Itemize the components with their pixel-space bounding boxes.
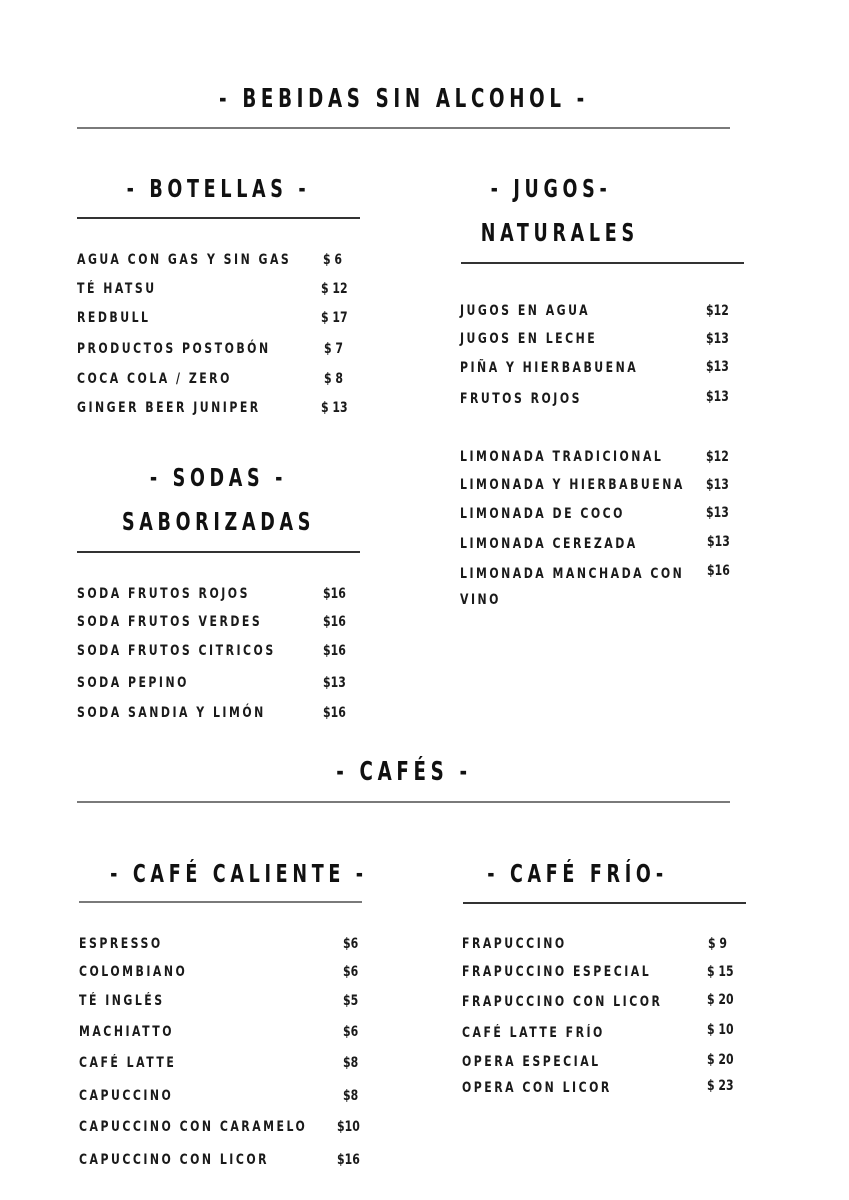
menu-item-name: CAPUCCINO CON LICOR	[79, 1152, 270, 1168]
menu-item-name: SODA FRUTOS ROJOS	[77, 586, 250, 602]
menu-item-price: $13	[706, 505, 729, 521]
menu-item-price: $ 8	[324, 371, 344, 387]
menu-item-name: PIÑA Y HIERBABUENA	[460, 360, 639, 376]
menu-item-price: $ 20	[707, 1052, 734, 1068]
menu-item-name: CAFÉ LATTE	[79, 1055, 177, 1071]
menu-item-name: PRODUCTOS POSTOBÓN	[77, 341, 271, 357]
menu-item-name: JUGOS EN AGUA	[460, 303, 591, 319]
menu-item-name: LIMONADA DE COCO	[460, 506, 625, 522]
menu-item-name: MACHIATTO	[79, 1024, 175, 1040]
menu-item-price: $13	[323, 675, 346, 691]
menu-item-price: $ 23	[707, 1078, 734, 1094]
menu-item-price: $16	[323, 614, 346, 630]
menu-item-price: $12	[706, 303, 729, 319]
subsection-title-jugos-line1: - JUGOS-	[490, 174, 612, 203]
menu-item-price: $16	[323, 586, 346, 602]
subsection-title-jugos-line2: NATURALES	[480, 218, 639, 247]
divider	[77, 801, 730, 803]
divider	[463, 902, 746, 904]
section-title-cafes: - CAFÉS -	[336, 757, 472, 787]
menu-item-price: $ 20	[707, 992, 734, 1008]
menu-item-name: CAPUCCINO	[79, 1088, 174, 1104]
menu-item-price: $13	[706, 477, 729, 493]
subsection-title-sodas-line2: SABORIZADAS	[121, 507, 316, 536]
menu-item-name: LIMONADA TRADICIONAL	[460, 449, 664, 465]
menu-item-price: $13	[706, 331, 729, 347]
menu-item-price: $6	[343, 1024, 359, 1040]
divider	[77, 217, 360, 219]
menu-item-price: $12	[706, 449, 729, 465]
menu-item-name: CAPUCCINO CON CARAMELO	[79, 1119, 308, 1135]
menu-item-price: $10	[337, 1119, 360, 1135]
menu-item-price: $13	[706, 389, 729, 405]
menu-item-name: AGUA CON GAS Y SIN GAS	[77, 252, 292, 268]
menu-item-price: $6	[343, 936, 359, 952]
menu-item-name: OPERA ESPECIAL	[462, 1054, 601, 1070]
subsection-title-cafe-caliente: - CAFÉ CALIENTE -	[110, 859, 368, 888]
menu-item-name: LIMONADA MANCHADA CON	[460, 566, 685, 582]
menu-item-name: OPERA CON LICOR	[462, 1080, 612, 1096]
menu-item-price: $ 15	[707, 964, 734, 980]
menu-item-price: $8	[343, 1055, 359, 1071]
menu-item-name: SODA SANDIA Y LIMÓN	[77, 705, 266, 721]
menu-item-price: $ 9	[708, 936, 728, 952]
menu-item-name-continued: VINO	[460, 592, 501, 608]
menu-item-price: $8	[343, 1088, 359, 1104]
menu-item-price: $ 10	[707, 1022, 734, 1038]
menu-item-price: $6	[343, 964, 359, 980]
menu-item-price: $16	[323, 643, 346, 659]
menu-item-name: CAFÉ LATTE FRÍO	[462, 1025, 605, 1041]
menu-item-name: COLOMBIANO	[79, 964, 188, 980]
menu-item-name: TÉ HATSU	[77, 281, 157, 297]
menu-item-price: $16	[337, 1152, 360, 1168]
divider	[77, 551, 360, 553]
menu-item-price: $ 13	[321, 400, 348, 416]
menu-item-name: FRAPUCCINO	[462, 936, 567, 952]
menu-item-name: GINGER BEER JUNIPER	[77, 400, 261, 416]
menu-item-price: $16	[323, 705, 346, 721]
menu-item-name: LIMONADA CEREZADA	[460, 536, 638, 552]
menu-item-price: $ 12	[321, 281, 348, 297]
divider	[77, 127, 730, 129]
menu-item-price: $ 6	[323, 252, 343, 268]
menu-item-name: TÉ INGLÉS	[79, 993, 165, 1009]
divider	[461, 262, 744, 264]
subsection-title-botellas: - BOTELLAS -	[126, 174, 311, 203]
menu-item-price: $ 7	[324, 341, 344, 357]
menu-item-price: $13	[706, 359, 729, 375]
menu-item-name: FRAPUCCINO ESPECIAL	[462, 964, 652, 980]
menu-item-name: FRAPUCCINO CON LICOR	[462, 994, 663, 1010]
menu-item-name: JUGOS EN LECHE	[460, 331, 598, 347]
subsection-title-sodas-line1: - SODAS -	[149, 463, 288, 492]
menu-item-price: $5	[343, 993, 359, 1009]
menu-item-name: SODA FRUTOS CITRICOS	[77, 643, 276, 659]
menu-item-name: ESPRESSO	[79, 936, 163, 952]
menu-item-name: SODA PEPINO	[77, 675, 189, 691]
menu-item-price: $13	[707, 534, 730, 550]
subsection-title-cafe-frio: - CAFÉ FRÍO-	[487, 859, 668, 888]
menu-item-price: $16	[707, 563, 730, 579]
divider	[79, 901, 362, 903]
menu-item-name: REDBULL	[77, 310, 151, 326]
menu-item-price: $ 17	[321, 310, 348, 326]
section-title-bebidas: - BEBIDAS SIN ALCOHOL -	[219, 84, 589, 114]
menu-item-name: LIMONADA Y HIERBABUENA	[460, 477, 685, 493]
menu-item-name: FRUTOS ROJOS	[460, 391, 582, 407]
menu-item-name: SODA FRUTOS VERDES	[77, 614, 263, 630]
menu-item-name: COCA COLA / ZERO	[77, 371, 232, 387]
